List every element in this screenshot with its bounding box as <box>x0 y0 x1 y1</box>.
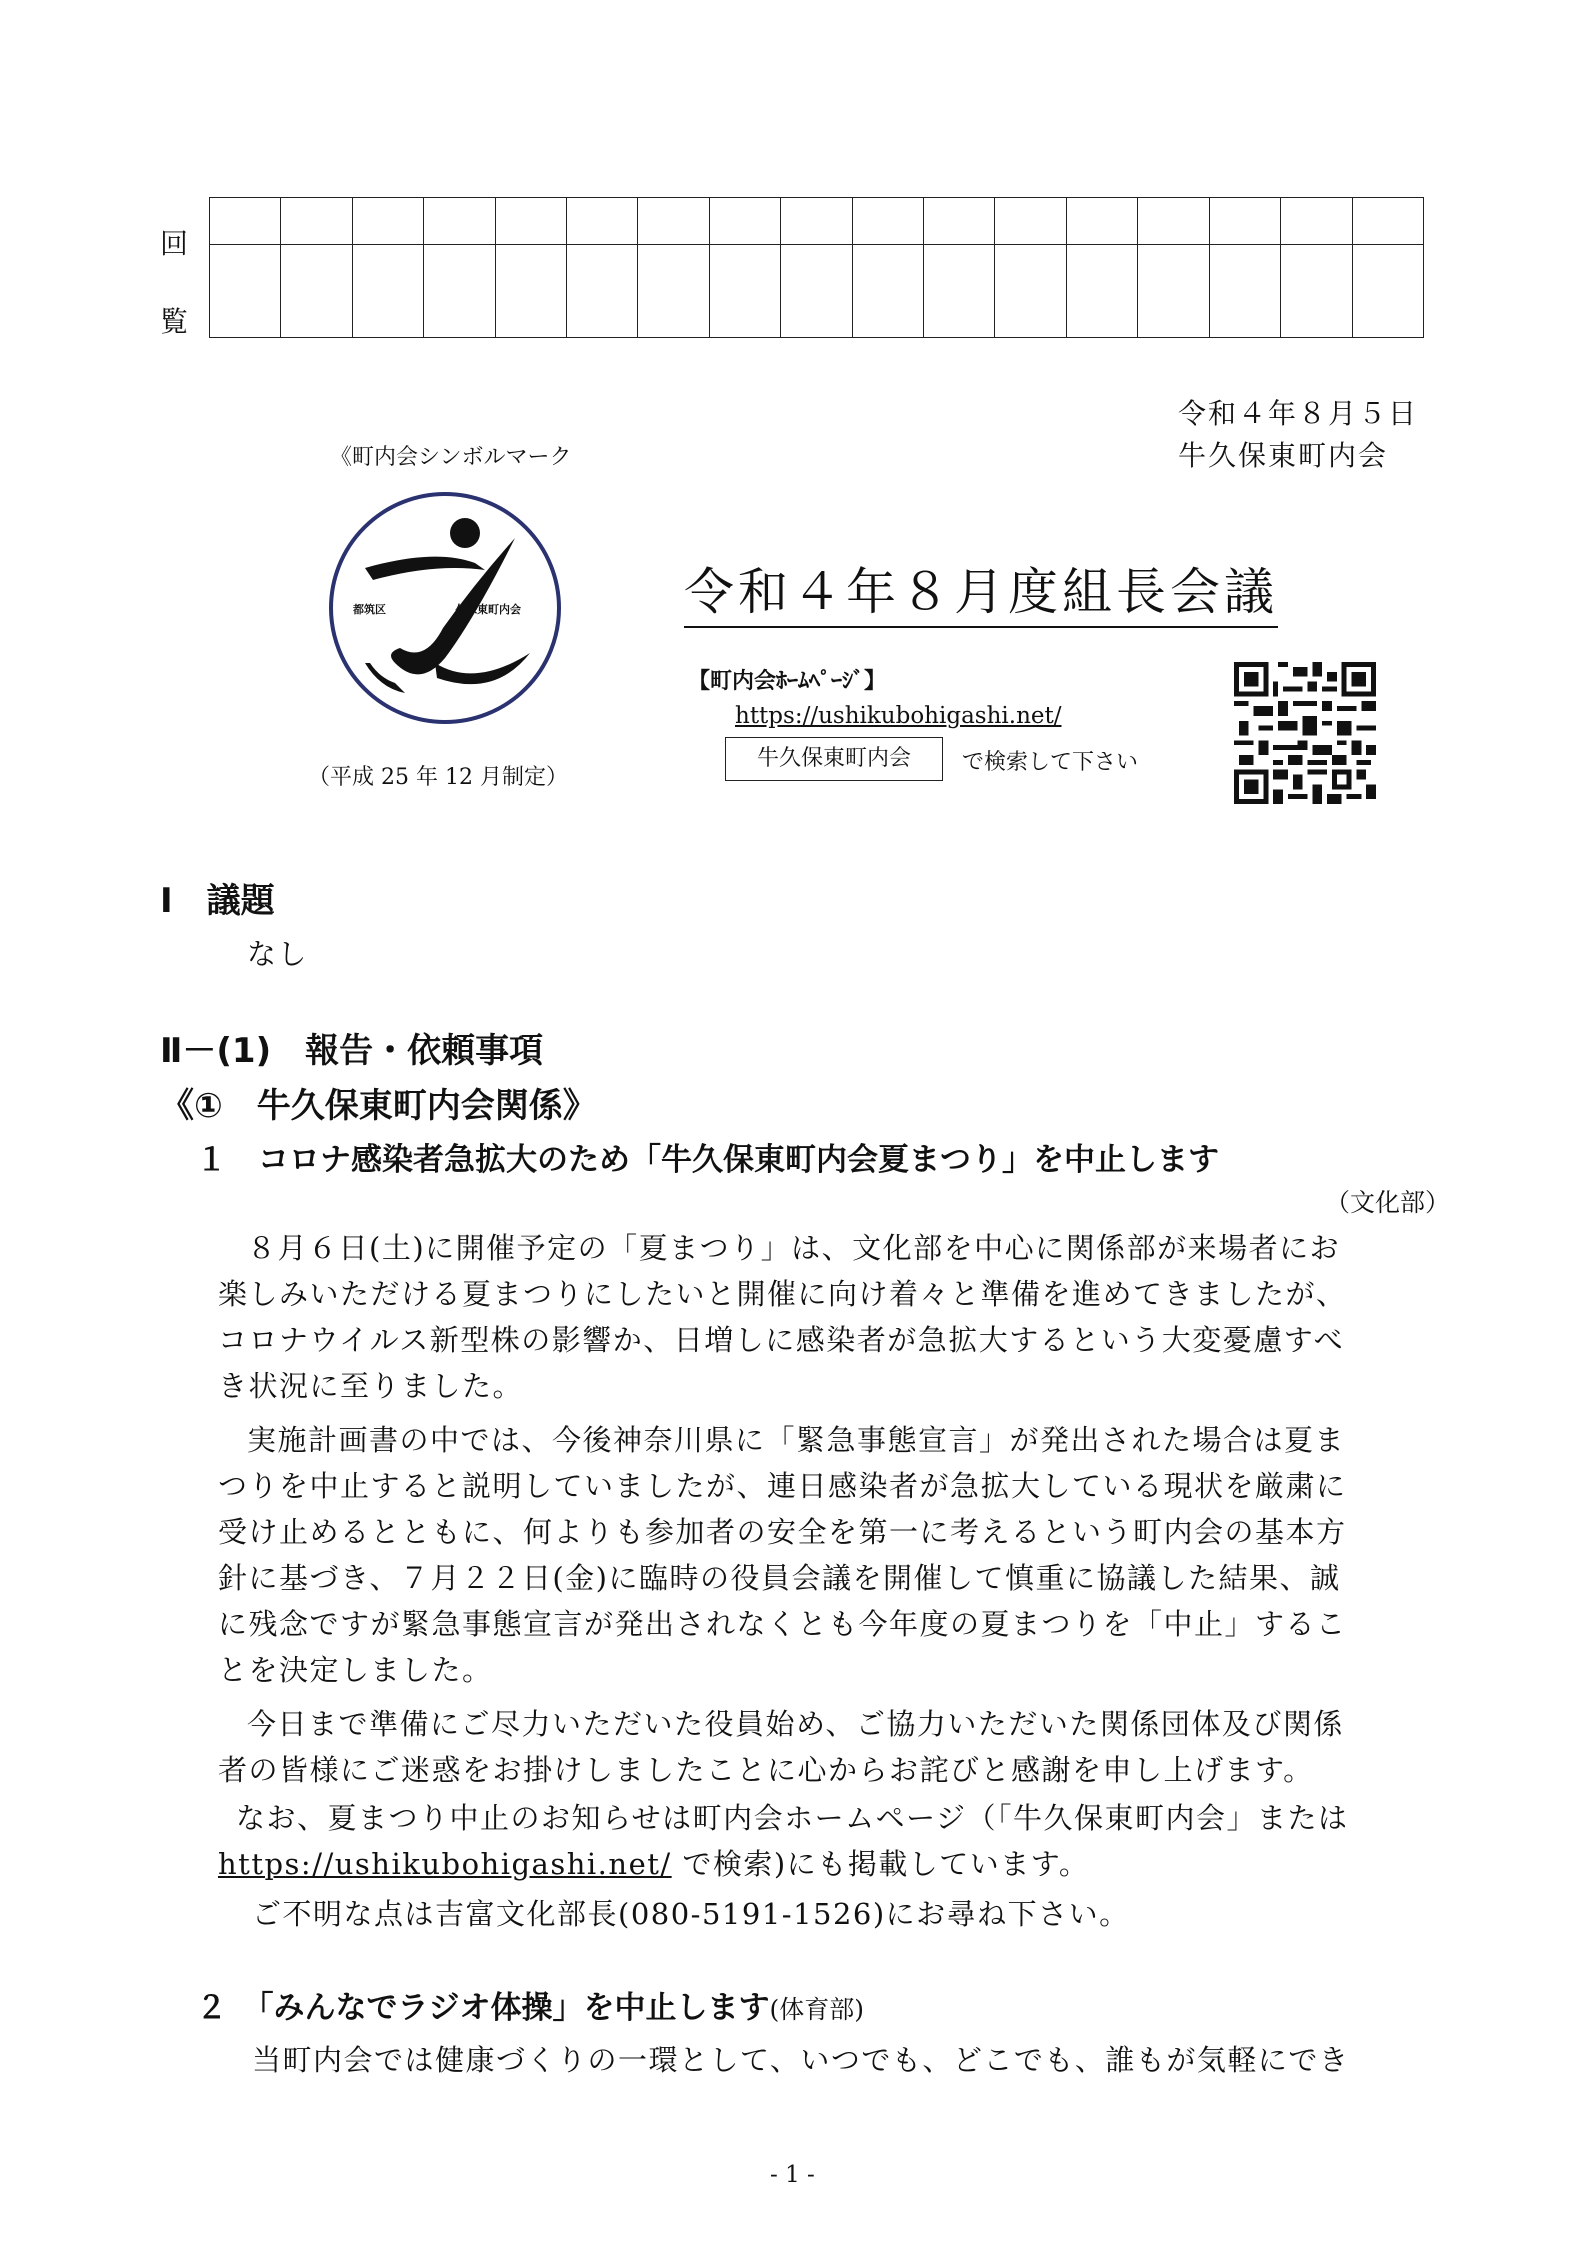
symbol-logo <box>325 488 565 728</box>
item1-line-13: なお、夏まつり中止のお知らせは町内会ホームページ（「牛久保東町内会」または <box>236 1801 1349 1835</box>
item1-dept: （文化部） <box>1325 1188 1451 1217</box>
item1-line-8: 針に基づき、７月２２日(金)に臨時の役員会議を開催して慎重に協議した結果、誠 <box>218 1561 1341 1595</box>
logo-head <box>450 518 480 548</box>
item1-url-line <box>218 1842 1089 1883</box>
item1-line-7: 受け止めるとともに、何よりも参加者の安全を第一に考えるという町内会の基本方 <box>218 1515 1347 1549</box>
item1-line-9: に残念ですが緊急事態宣言が発出されなくとも今年度の夏まつりを「中止」するこ <box>218 1607 1347 1641</box>
logo-text-left: 都筑区 <box>353 603 386 616</box>
item1-heading: １ コロナ感染者急拡大のため「牛久保東町内会夏まつり」を中止します <box>196 1142 1219 1178</box>
item2-heading-text: ２ 「みんなでラジオ体操」を中止します <box>196 1990 770 2026</box>
section2-heading: Ⅱ－(1) 報告・依頼事項 <box>160 1031 544 1071</box>
qr-code-icon <box>1234 662 1376 804</box>
item1-line-2: 楽しみいただける夏まつりにしたいと開催に向け着々と準備を進めてきましたが、 <box>218 1277 1347 1311</box>
item1-line-11: 今日まで準備にご尽力いただいた役員始め、ご協力いただいた関係団体及び関係 <box>247 1707 1344 1741</box>
item1-line-6: つりを中止すると説明していましたが、連日感染者が急拡大している現状を厳粛に <box>218 1469 1347 1503</box>
circulation-label-1: 回 <box>160 227 189 260</box>
item1-line-3: コロナウイルス新型株の影響か、日増しに感染者が急拡大するという大変憂慮すべ <box>218 1323 1345 1357</box>
item1-line-10: とを決定しました。 <box>218 1653 493 1687</box>
issuer-org: 牛久保東町内会 <box>1178 439 1389 472</box>
page-title: 令和４年８月度組長会議 <box>684 552 1278 628</box>
item2-heading <box>196 1982 864 2027</box>
section1-content: なし <box>247 937 309 971</box>
item1-line-12: 者の皆様にご迷惑をお掛けしましたことに心からお詫びと感謝を申し上げます。 <box>218 1753 1314 1787</box>
item1-line-4: き状況に至りました。 <box>218 1369 524 1403</box>
section1-heading: Ⅰ 議題 <box>160 881 275 921</box>
item1-url-rest: で検索)にも掲載しています。 <box>671 1847 1090 1881</box>
page-number: - 1 - <box>770 2162 815 2188</box>
circulation-table <box>209 197 1424 338</box>
item1-line-1: ８月６日(土)に開催予定の「夏まつり」は、文化部を中心に関係部が来場者にお <box>247 1231 1341 1265</box>
item2-line-1: 当町内会では健康づくりの一環として、いつでも、どこでも、誰もが気軽にでき <box>252 2043 1350 2077</box>
item2-dept: (体育部) <box>769 1995 865 2024</box>
item1-contact: ご不明な点は吉富文化部長(080-5191-1526)にお尋ね下さい。 <box>252 1897 1130 1931</box>
search-instruction: で検索して下さい <box>962 750 1139 775</box>
item1-line-5: 実施計画書の中では、今後神奈川県に「緊急事態宣言」が発出された場合は夏ま <box>247 1423 1346 1457</box>
section2-group-heading: 《① 牛久保東町内会関係》 <box>160 1086 597 1126</box>
search-term-box: 牛久保東町内会 <box>725 737 943 781</box>
homepage-url[interactable]: https://ushikubohigashi.net/ <box>735 703 1062 729</box>
symbol-caption: 《町内会シンボルマーク <box>330 445 572 470</box>
circulation-label-2: 覧 <box>160 305 189 338</box>
issue-date: 令和４年８月５日 <box>1178 397 1419 430</box>
symbol-established: （平成 25 年 12 月制定） <box>308 765 568 790</box>
homepage-label: 【町内会ﾎｰﾑﾍﾟｰｼﾞ】 <box>688 669 887 694</box>
logo-text-right: 久保東町内会 <box>455 603 521 616</box>
item1-url-link[interactable]: https://ushikubohigashi.net/ <box>218 1847 672 1881</box>
